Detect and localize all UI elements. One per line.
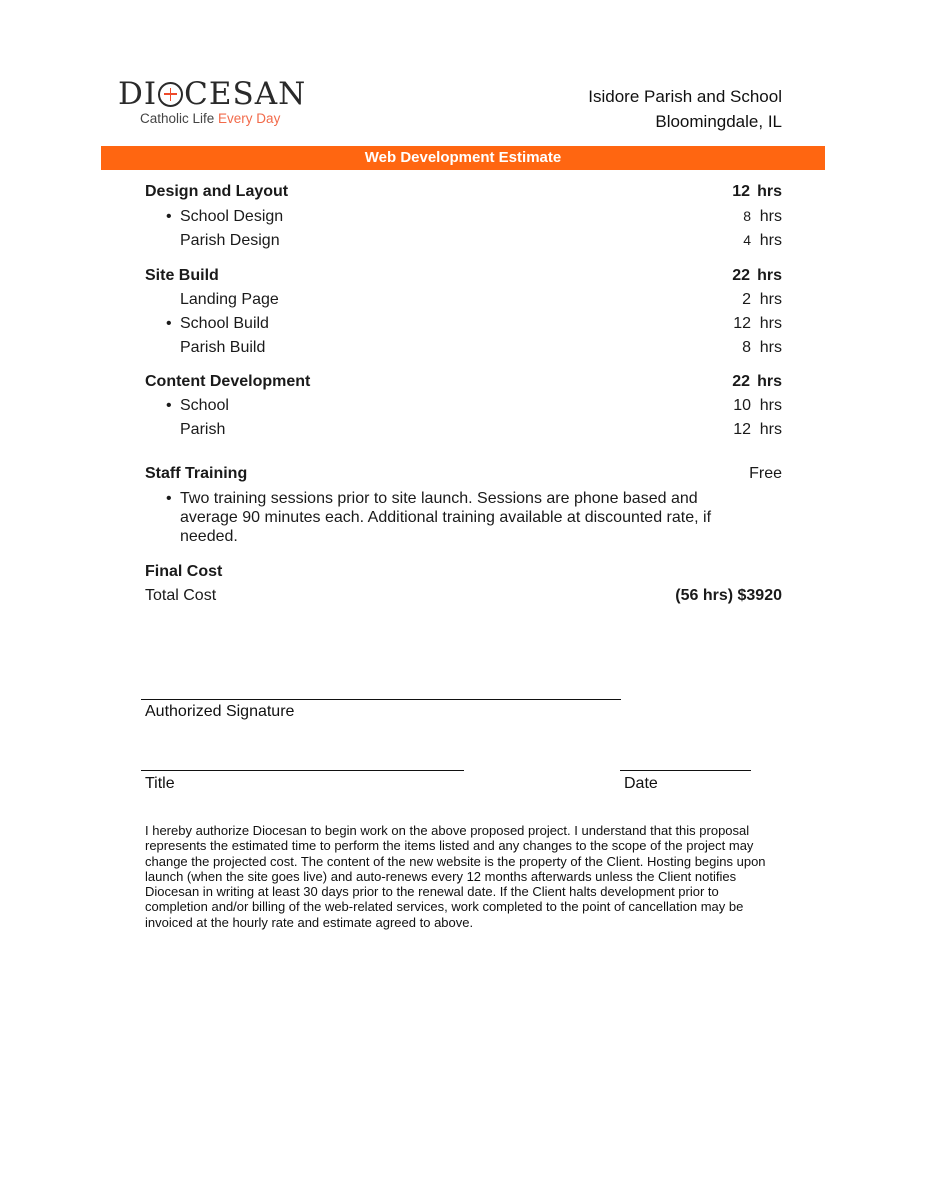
client-location: Bloomingdale, IL [655,112,782,131]
title-label: Title [145,775,175,792]
training-value: Free [749,465,782,482]
line-item [145,312,782,336]
cross-in-circle-icon [158,82,183,107]
hours-value: 2 [742,291,751,308]
line-item [145,288,782,312]
hours-value: 4 [743,232,751,248]
item-label: Parish [180,421,226,438]
item-label: Parish Design [180,232,280,249]
logo-wordmark [118,78,308,110]
logo-wordmark-end: CESAN [184,76,307,112]
section-header [145,264,782,288]
hours-value: 8 [743,208,751,224]
line-item [145,418,782,442]
final-cost-title: Final Cost [145,563,223,580]
date-label: Date [624,775,658,792]
diocesan-logo [118,78,308,126]
line-item [145,228,782,252]
line-item [145,336,782,360]
estimate-banner: Web Development Estimate [101,146,825,170]
total-cost-value: (56 hrs) $3920 [675,587,782,604]
item-label: Landing Page [180,291,279,308]
hours-value: 22 [732,267,750,284]
training-title: Staff Training [145,465,248,482]
bullet-icon: • [166,490,172,507]
training-header [145,462,782,486]
hours-unit: hrs [759,397,782,414]
tagline-accent: Every Day [218,111,281,126]
logo-tagline [118,111,308,126]
hours-unit: hrs [759,421,782,438]
hours-unit: hrs [759,339,782,356]
hours-value: 22 [732,373,750,390]
hours-unit: hrs [759,208,782,225]
hours-value: 12 [732,183,750,200]
item-label: School [180,397,229,414]
training-text: Two training sessions prior to site launch. Sessions are phone based and average 90 minutes each. Additional training available at discounted rate, if needed. [180,490,712,545]
bullet-icon: • [166,397,172,414]
line-item [145,204,782,228]
hours-value: 8 [742,339,751,356]
item-label: Parish Build [180,339,266,356]
section-header [145,370,782,394]
logo-wordmark-start: DI [118,76,158,112]
client-name: Isidore Parish and School [588,87,782,106]
client-info [588,84,782,134]
tagline-plain: Catholic Life [140,111,219,126]
authorization-legal-text: I hereby authorize Diocesan to begin work on the above proposed project. I understand that this proposal represents the estimated time to perform the items listed and any changes to the scope of the project may change the projected cost. The content of the new website is the property of the Client. Hosting begins upon launch (when the site goes live) and auto-renews every 12 months afterwards unless the Client notifies Diocesan in writing at least 30 days prior to the renewal date. If the Client halts development prior to completion and/or billing of the web-related services, work completed to the point of cancellation may be invoiced at the hourly rate and estimate agreed to above. [145,823,766,930]
hours-value: 12 [733,421,751,438]
training-description [145,489,782,546]
hours-unit: hrs [757,183,782,200]
hours-unit: hrs [759,291,782,308]
section-header [145,180,782,204]
title-line[interactable] [141,770,464,771]
hours-value: 12 [733,315,751,332]
item-label: School Design [180,208,284,225]
section-title: Design and Layout [145,183,289,200]
total-cost-row [145,584,782,608]
date-line[interactable] [620,770,751,771]
authorized-signature-line[interactable] [141,699,621,700]
bullet-icon: • [166,208,172,225]
total-cost-label: Total Cost [145,587,217,604]
hours-value: 10 [733,397,751,414]
authorized-signature-label: Authorized Signature [145,703,295,720]
section-title: Site Build [145,267,219,284]
hours-unit: hrs [759,232,782,249]
section-hours [710,180,782,204]
estimate-table [145,180,782,608]
section-title: Content Development [145,373,311,390]
item-label: School Build [180,315,269,332]
hours-unit: hrs [757,267,782,284]
hours-unit: hrs [757,373,782,390]
bullet-icon: • [166,315,172,332]
hours-unit: hrs [759,315,782,332]
line-item [145,394,782,418]
